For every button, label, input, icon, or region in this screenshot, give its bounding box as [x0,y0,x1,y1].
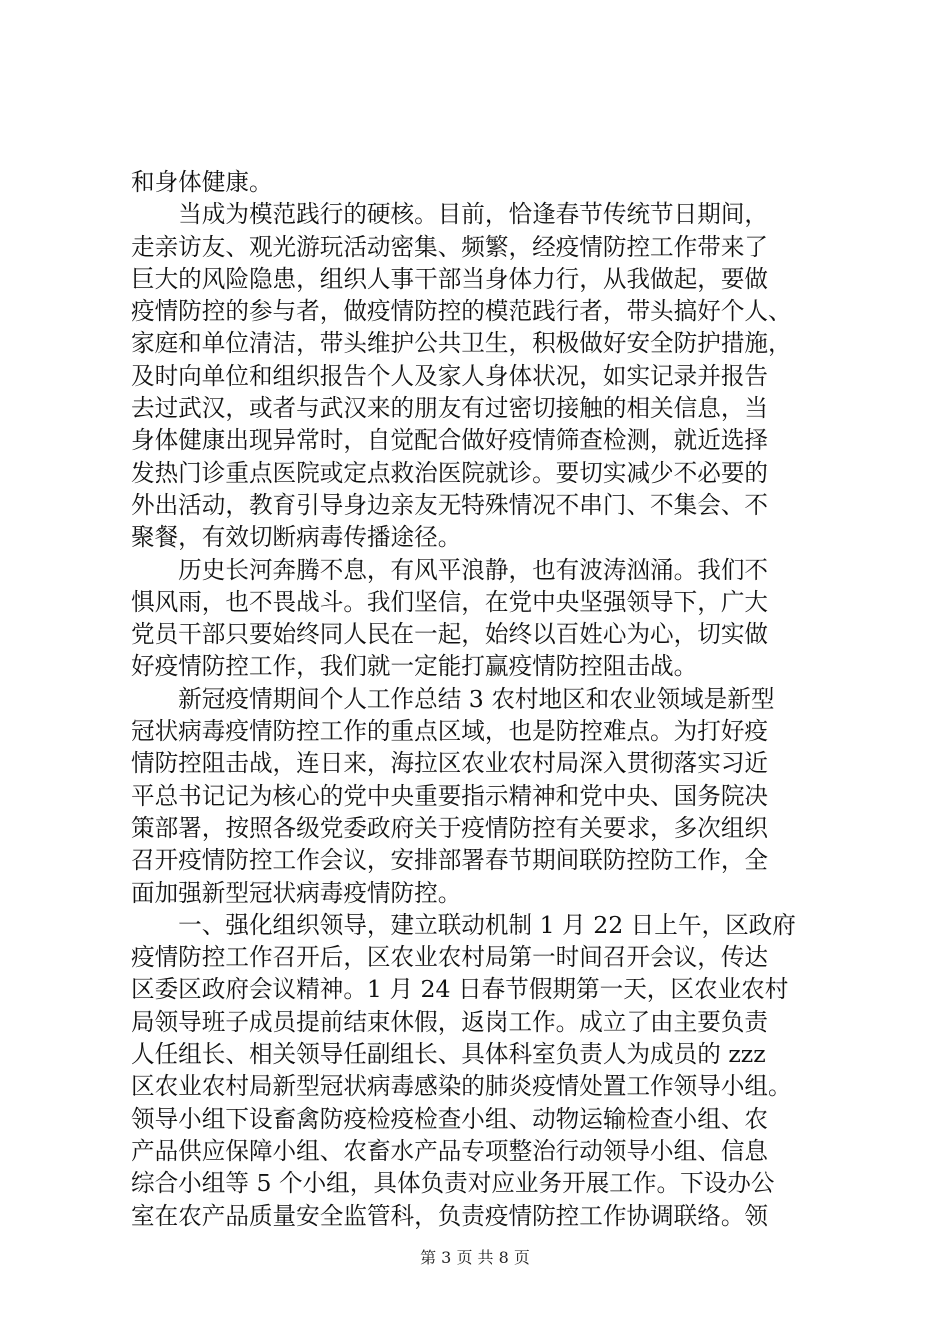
text-line: 疫情防控工作召开后，区农业农村局第一时间召开会议，传达 [131,943,769,972]
text-line: 情防控阻击战，连日来，海拉区农业农村局深入贯彻落实习近 [131,749,769,778]
text-line: 疫情防控的参与者，做疫情防控的模范践行者，带头搞好个人、 [131,297,792,326]
text-line: 局领导班子成员提前结束休假，返岗工作。成立了由主要负责 [131,1007,769,1036]
text-line: 去过武汉，或者与武汉来的朋友有过密切接触的相关信息，当 [131,394,769,423]
text-line: 党员干部只要始终同人民在一起，始终以百姓心为心，切实做 [131,620,769,649]
text-line: 走亲访友、观光游玩活动密集、频繁，经疫情防控工作带来了 [131,232,769,261]
text-line: 当成为模范践行的硬核。目前，恰逢春节传统节日期间， [131,200,769,229]
text-line: 人任组长、相关领导任副组长、具体科室负责人为成员的 zzz [131,1040,766,1069]
text-line: 家庭和单位清洁，带头维护公共卫生，积极做好安全防护措施， [131,329,792,358]
text-line: 召开疫情防控工作会议，安排部署春节期间联防控防工作，全 [131,846,769,875]
body-text [131,166,851,1232]
text-line: 面加强新型冠状病毒疫情防控。 [131,878,462,907]
text-line: 发热门诊重点医院或定点救治医院就诊。要切实减少不必要的 [131,458,769,487]
text-line: 策部署，按照各级党委政府关于疫情防控有关要求，多次组织 [131,813,769,842]
text-line: 好疫情防控工作，我们就一定能打赢疫情防控阻击战。 [131,652,698,681]
text-line: 一、强化组织领导，建立联动机制 1 月 22 日上午，区政府 [131,910,796,939]
text-line: 历史长河奔腾不息，有风平浪静，也有波涛汹涌。我们不 [131,555,769,584]
text-line: 惧风雨，也不畏战斗。我们坚信，在党中央坚强领导下，广大 [131,587,769,616]
text-line: 和身体健康。 [131,168,273,196]
text-line: 产品供应保障小组、农畜水产品专项整治行动领导小组、信息 [131,1136,769,1165]
text-line: 平总书记记为核心的党中央重要指示精神和党中央、国务院决 [131,781,769,810]
text-line: 冠状病毒疫情防控工作的重点区域，也是防控难点。为打好疫 [131,717,769,746]
text-line: 身体健康出现异常时，自觉配合做好疫情筛查检测，就近选择 [131,426,769,455]
text-line: 聚餐，有效切断病毒传播途径。 [131,523,462,552]
text-line: 综合小组等 5 个小组，具体负责对应业务开展工作。下设办公 [131,1169,775,1198]
text-line: 新冠疫情期间个人工作总结 3 农村地区和农业领域是新型 [131,684,775,713]
text-line: 区农业农村局新型冠状病毒感染的肺炎疫情处置工作领导小组。 [131,1072,792,1101]
text-line: 区委区政府会议精神。1 月 24 日春节假期第一天，区农业农村 [131,975,789,1004]
text-line: 室在农产品质量安全监管科，负责疫情防控工作协调联络。领 [131,1201,769,1230]
text-line: 外出活动，教育引导身边亲友无特殊情况不串门、不集会、不 [131,490,769,519]
text-line: 领导小组下设畜禽防疫检疫检查小组、动物运输检查小组、农 [131,1104,769,1133]
text-line: 及时向单位和组织报告个人及家人身体状况，如实记录并报告 [131,361,769,390]
page-footer: 第 3 页 共 8 页 [420,1248,530,1267]
text-line: 巨大的风险隐患，组织人事干部当身体力行，从我做起，要做 [131,264,769,293]
